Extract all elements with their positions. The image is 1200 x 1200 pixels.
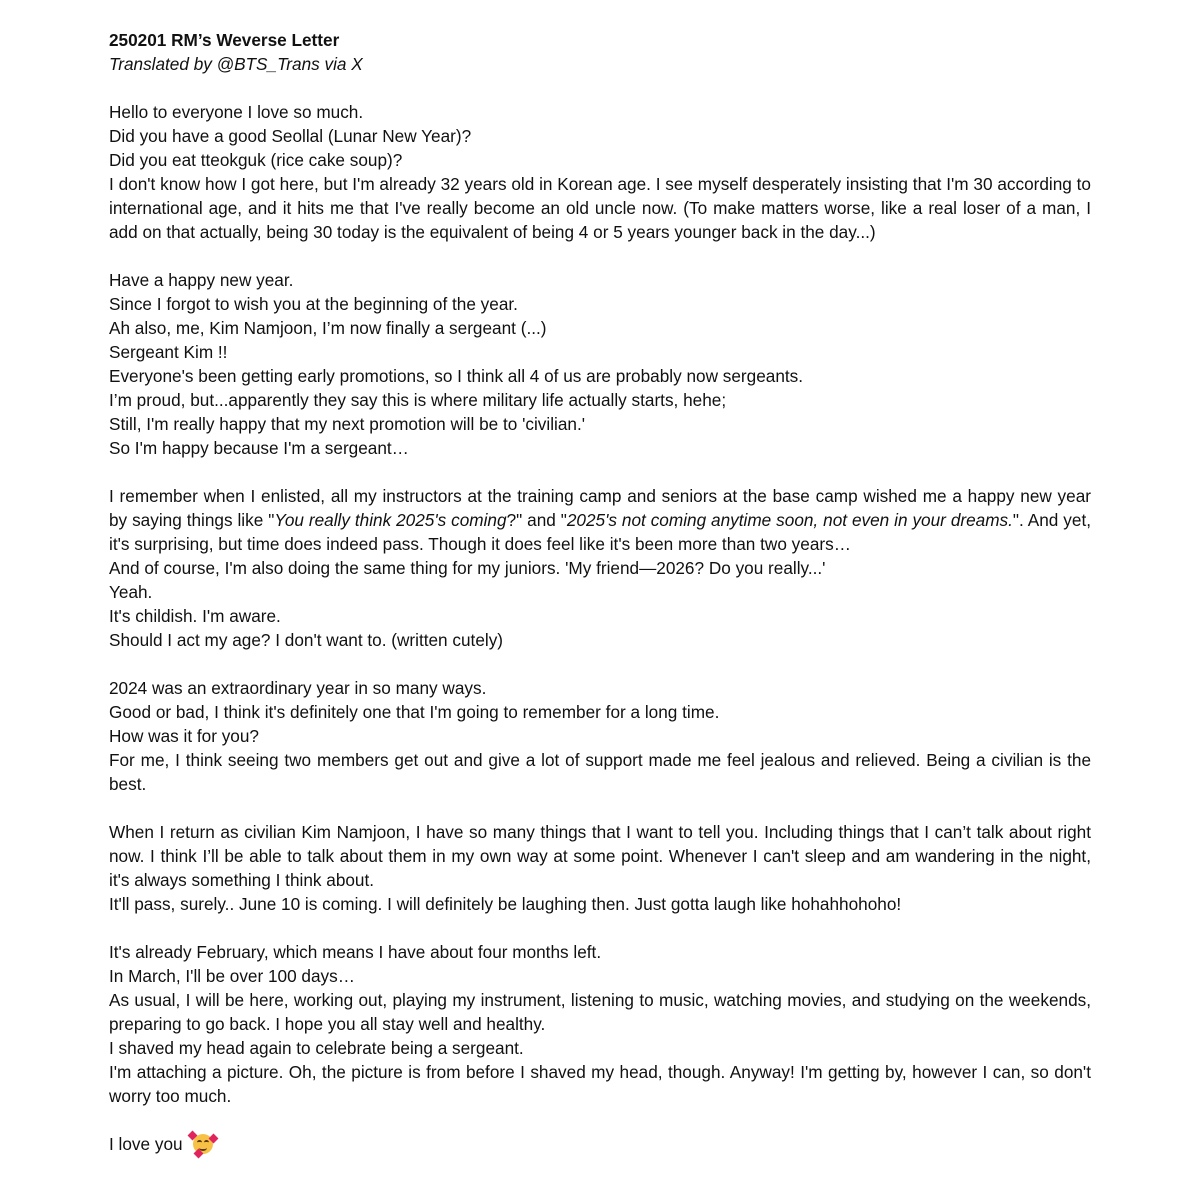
text-line: How was it for you? (109, 726, 259, 746)
text-line: Did you eat tteokguk (rice cake soup)? (109, 150, 403, 170)
text-line: I'm attaching a picture. Oh, the picture is from before I shaved my head, though. Anyway! I'm getting by, however I can, so don't worry too much. (109, 1062, 1091, 1106)
text-line: 2024 was an extraordinary year in so many ways. (109, 678, 487, 698)
paragraph-enlistment (109, 484, 1091, 652)
text-line: Everyone's been getting early promotions, so I think all 4 of us are probably now sergeants. (109, 366, 804, 386)
text-segment: I remember when I enlisted, all my instructors at the training camp and seniors at the base camp wished me a happy new year by saying things like " (109, 486, 1091, 530)
translator-credit: Translated by @BTS_Trans via X (109, 54, 363, 74)
text-line: In March, I'll be over 100 days… (109, 966, 355, 986)
text-line: It's already February, which means I have about four months left. (109, 942, 602, 962)
text-line: Still, I'm really happy that my next promotion will be to 'civilian.' (109, 414, 586, 434)
text-line: Did you have a good Seollal (Lunar New Year)? (109, 126, 472, 146)
letter (109, 28, 1091, 1156)
paragraph-2024 (109, 676, 1091, 796)
text-line: Ah also, me, Kim Namjoon, I’m now finally a sergeant (...) (109, 318, 547, 338)
text-line: Hello to everyone I love so much. (109, 102, 364, 122)
quote-italic: 2025's not coming anytime soon, not even in your dreams. (566, 510, 1013, 530)
text-line: Good or bad, I think it's definitely one that I'm going to remember for a long time. (109, 702, 720, 722)
text-line: For me, I think seeing two members get out and give a lot of support made me feel jealous and relieved. Being a civilian is the best. (109, 750, 1091, 794)
text-segment: ". And yet, it's surprising, but time does indeed pass. Though it does feel like it's been more than two years… (109, 510, 1091, 554)
closing-text: I love you (109, 1134, 183, 1154)
text-line: So I'm happy because I'm a sergeant… (109, 438, 409, 458)
text-segment: ?" and " (506, 510, 567, 530)
smiling-face-with-hearts-icon (193, 1134, 213, 1154)
text-line-enlistment (109, 484, 1091, 556)
letter-title: 250201 RM’s Weverse Letter (109, 30, 340, 50)
text-line: Sergeant Kim !! (109, 342, 228, 362)
text-line: Should I act my age? I don't want to. (written cutely) (109, 630, 504, 650)
text-line: And of course, I'm also doing the same thing for my juniors. 'My friend—2026? Do you really...' (109, 558, 826, 578)
paragraph-new-year (109, 268, 1091, 460)
paragraph-return (109, 820, 1091, 916)
text-line: I’m proud, but...apparently they say this is where military life actually starts, hehe; (109, 390, 727, 410)
paragraph-greeting (109, 100, 1091, 244)
text-line: Have a happy new year. (109, 270, 294, 290)
text-line: It'll pass, surely.. June 10 is coming. I will definitely be laughing then. Just gotta laugh like hohahhohoho! (109, 894, 902, 914)
text-line: When I return as civilian Kim Namjoon, I have so many things that I want to tell you. Including things that I can’t talk about right now. I think I’ll be able to talk about them in my own way at some point. Whenever I can't sleep and am wandering in the night, it's always something I think about. (109, 822, 1091, 890)
text-line: Yeah. (109, 582, 153, 602)
text-line: It's childish. I'm aware. (109, 606, 281, 626)
text-line: I shaved my head again to celebrate being a sergeant. (109, 1038, 524, 1058)
text-line: Since I forgot to wish you at the beginning of the year. (109, 294, 518, 314)
text-line: I don't know how I got here, but I'm already 32 years old in Korean age. I see myself desperately insisting that I'm 30 according to international age, and it hits me that I've really become an old uncle now. (To make matters worse, like a real loser of a man, I add on that actually, being 30 today is the equivalent of being 4 or 5 years younger back in the day...) (109, 174, 1091, 242)
paragraph-february (109, 940, 1091, 1108)
quote-italic: You really think 2025's coming (274, 510, 507, 530)
closing-line (109, 1132, 1091, 1156)
text-line: As usual, I will be here, working out, playing my instrument, listening to music, watching movies, and studying on the weekends, preparing to go back. I hope you all stay well and healthy. (109, 990, 1091, 1034)
